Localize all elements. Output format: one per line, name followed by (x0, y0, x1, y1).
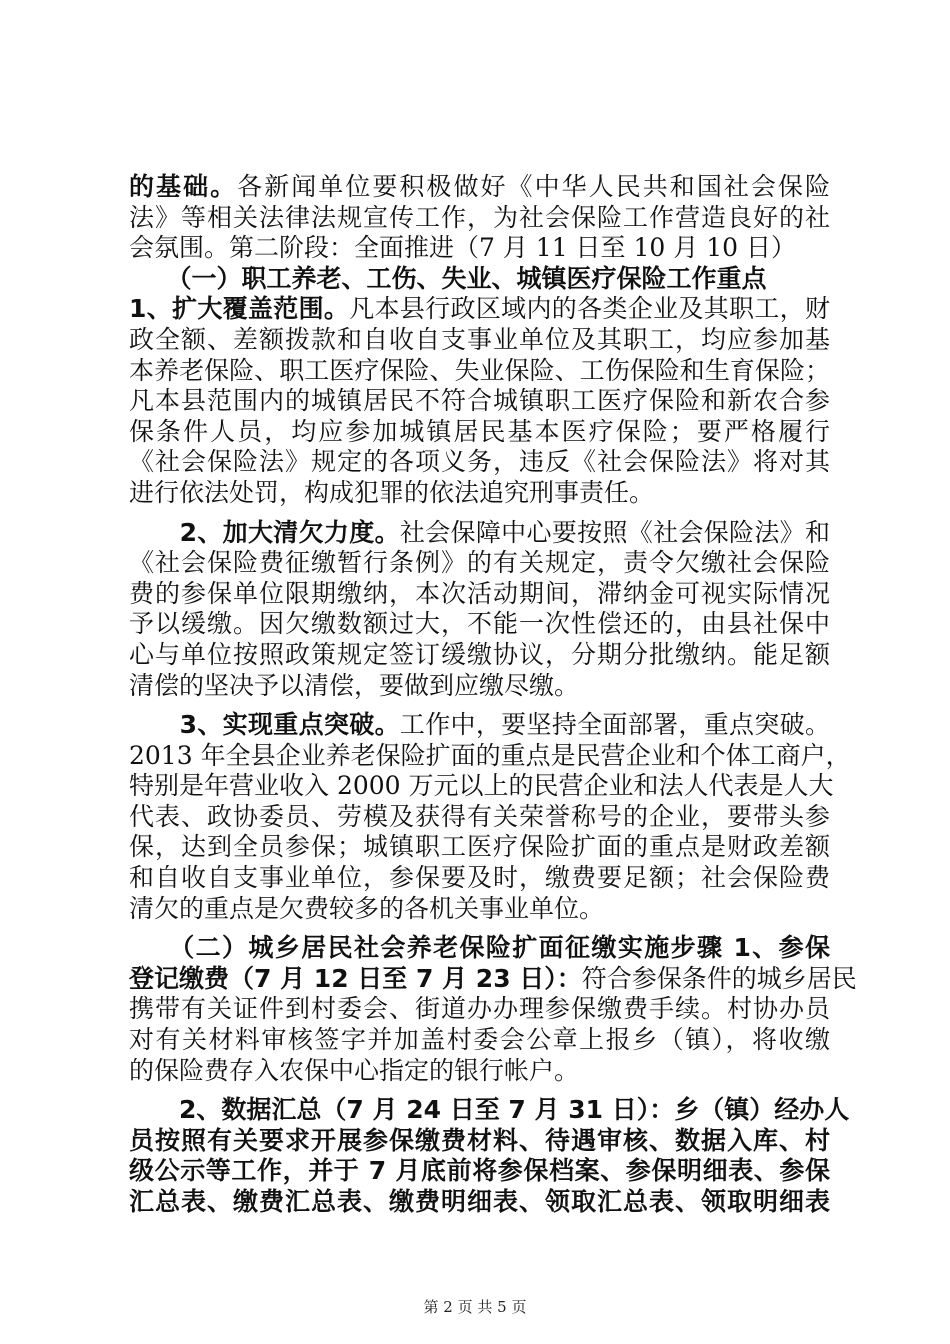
text-line (129, 963, 857, 995)
text-rest: 各新闻单位要积极做好《中华人民共和国社会保险 (237, 172, 830, 201)
text-line: 保条件人员，均应参加城镇居民基本医疗保险；要严格履行 (129, 416, 830, 446)
text-line: 《社会保险费征缴暂行条例》的有关规定，责令欠缴社会保险 (129, 548, 830, 578)
bold-lead: 3、实现重点突破。 (129, 710, 400, 740)
text-line: 特别是年营业收入 2000 万元以上的民营企业和法人代表是人大 (129, 771, 834, 801)
text-line: 2013 年全县企业养老保险扩面的重点是民营企业和个体工商户， (129, 740, 851, 770)
text-line: 员按照有关要求开展参保缴费材料、待遇审核、数据入库、村 (129, 1125, 830, 1155)
text-line (129, 710, 830, 741)
text-line: 法》等相关法律法规宣传工作，为社会保险工作营造良好的社 (129, 202, 830, 232)
text-rest: 工作中，要坚持全面部署，重点突破。 (399, 710, 830, 740)
text-line: 清偿的坚决予以清偿，要做到应缴尽缴。 (129, 670, 580, 700)
text-line: 级公示等工作，并于 7 月底前将参保档案、参保明细表、参保 (129, 1156, 830, 1186)
text-line (129, 518, 830, 549)
text-line: 会氛围。第二阶段：全面推进（7 月 11 日至 10 月 10 日） (129, 233, 796, 263)
text-line (129, 294, 830, 325)
text-line: 代表、政协委员、劳模及获得有关荣誉称号的企业，要带头参 (129, 801, 830, 831)
text-rest: 符合参保条件的城乡居民 (581, 963, 857, 993)
bold-lead: 1、扩大覆盖范围。 (129, 294, 350, 324)
text-line: 汇总表、缴费汇总表、缴费明细表、领取汇总表、领取明细表 (129, 1187, 830, 1216)
text-rest: 村协办员 (726, 994, 830, 1024)
text-line: 费的参保单位限期缴纳，本次活动期间，滞纳金可视实际情况 (129, 578, 830, 608)
text-line: 政全额、差额拨款和自收自支事业单位及其职工，均应参加基 (129, 324, 830, 354)
bold-lead: 登记缴费（7 月 12 日至 7 月 23 日）： (129, 963, 582, 993)
text-line: 本养老保险、职工医疗保险、失业保险、工伤保险和生育保险； (129, 355, 830, 385)
text-line: 进行依法处罚，构成犯罪的依法追究刑事责任。 (129, 477, 655, 507)
bold-lead: 的基础。 (129, 172, 238, 201)
document-body (129, 172, 857, 1218)
text-line: 予以缓缴。因欠缴数额过大，不能一次性偿还的，由县社保中 (129, 609, 830, 639)
bold-lead: 2、加大清欠力度。 (129, 517, 400, 547)
text-rest: 携带有关证件到村委会、街道办办理参保缴费手续。 (129, 994, 727, 1024)
text-rest: 社会保障中心要按照《社会保险法》和 (399, 517, 830, 547)
text-line: 心与单位按照政策规定签订缓缴协议，分期分批缴纳。能足额 (129, 639, 830, 669)
text-line (129, 994, 830, 1025)
text-line: 的保险费存入农保中心指定的银行帐户。 (129, 1055, 580, 1085)
text-line: 清欠的重点是欠费较多的各机关事业单位。 (129, 893, 605, 923)
text-line: 和自收自支事业单位，参保要及时，缴费要足额；社会保险费 (129, 863, 830, 893)
text-line: 《社会保险法》规定的各项义务，违反《社会保险法》将对其 (129, 447, 830, 477)
section-heading: （二）城乡居民社会养老保险扩面征缴实施步骤 1、参保 (129, 933, 830, 963)
page-footer: 第 2 页 共 5 页 (423, 1298, 527, 1316)
text-line (129, 172, 830, 203)
text-line: 对有关材料审核签字并加盖村委会公章上报乡（镇），将收缴 (129, 1025, 830, 1055)
text-line: 2、数据汇总（7 月 24 日至 7 月 31 日）：乡（镇）经办人 (129, 1095, 850, 1125)
text-rest: 凡本县行政区域内的各类企业及其职工，财 (349, 294, 830, 324)
section-heading: （一）职工养老、工伤、失业、城镇医疗保险工作重点 (129, 263, 767, 293)
text-line: 凡本县范围内的城镇居民不符合城镇职工医疗保险和新农合参 (129, 386, 830, 416)
text-line: 保，达到全员参保；城镇职工医疗保险扩面的重点是财政差额 (129, 832, 830, 862)
